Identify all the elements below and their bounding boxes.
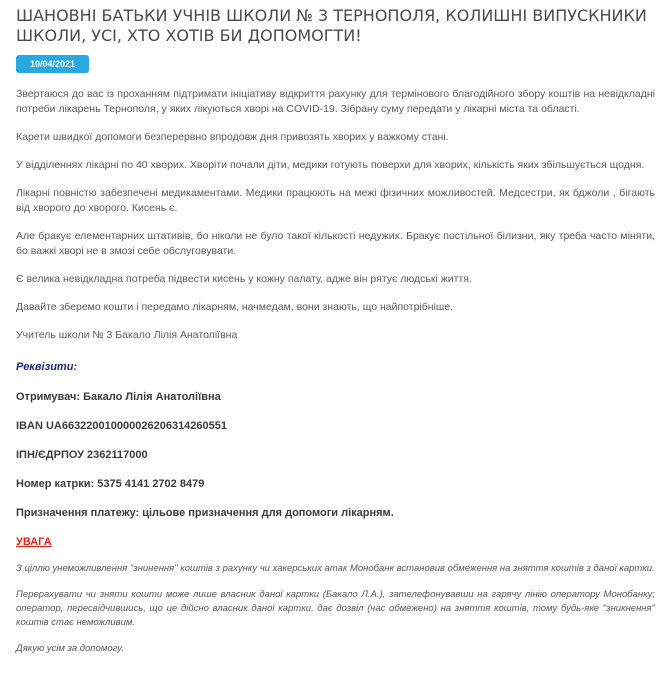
warning-title: УВАГА [16,536,52,548]
paragraph: Є велика невідкладна потреба підвести кисень у кожну палату, адже він рятує людські життя. [16,273,472,285]
requisites-heading: Реквізити: [16,361,78,373]
payment-purpose: Призначення платежу: цільове призначення для допомоги лікарням. [16,507,394,519]
paragraph: Але бракує елементарних штативів, бо ніколи не було такої кількості недужих. Бракує постільної білизни, яку треба часто міняти, бо важкі хворі не в змозі себе обслуговувати. [16,230,655,257]
paragraph: Давайте зберемо кошти і передамо лікарням, начмедам, вони знають, що найпотрібніше. [16,301,454,313]
warning-paragraph: З ціллю унеможливлення "знинення" коштів з рахунку чи хакерських атак Монобанк встановив обмеження на зняття коштів з даної картки. [16,563,655,574]
recipient: Отримувач: Бакало Лілія Анатоліївна [16,391,221,403]
warning-paragraph: Перерахувати чи зняти кошти може лише власник даної картки (Бакало Л.А.), зателефонувавши на гарячу лінію оператору Монобанку; оператор, пересвідчившись, що це дійсно власник даної картки, дає дозвіл (час обмежено) на зняття коштів, тому будь-яке "зникнення" коштів стає неможливим. [16,589,655,628]
paragraph: Звертаюся до вас із проханням підтримати ініціативу відкриття рахунку для термінового благодійного збору коштів на невідкладні потреби лікарень Тернополя, у яких лікуються хворі на COVID-19. Зібрану суму передати у лікарні міста та області. [16,88,655,115]
paragraph: Лікарні повністю забезпечені медикаментами. Медики працюють на межі фізичних можливостей. Медсестри, як бджоли , бігають від хворого до хворого. Кисень є. [16,187,655,214]
card-number: Номер катрки: 5375 4141 2702 8479 [16,478,205,490]
page-title: ШАНОВНІ БАТЬКИ УЧНІВ ШКОЛИ № 3 ТЕРНОПОЛЯ, КОЛИШНІ ВИПУСКНИКИ ШКОЛИ, УСІ, ХТО ХОТІВ БИ ДОПОМОГТИ! [16,6,647,45]
paragraph: У відділеннях лікарні по 40 хворих. Хворіти почали діти, медики готують поверхи для хворих, кількість яких збільшується щодня. [16,159,645,171]
date-badge: 10/04/2021 [16,55,89,73]
signature-line: Учитель школи № 3 Бакало Лілія Анатоліївна [16,329,238,341]
iban: IBAN UA663220010000026206314260551 [16,420,228,432]
paragraph: Карети швидкої допомоги безперервно впродовж дня привозять хворих у важкому стані. [16,131,449,143]
tax-id: ІПН/ЄДРПОУ 2362117000 [16,449,148,461]
thanks-line: Дякую усім за допомогу. [16,643,125,654]
